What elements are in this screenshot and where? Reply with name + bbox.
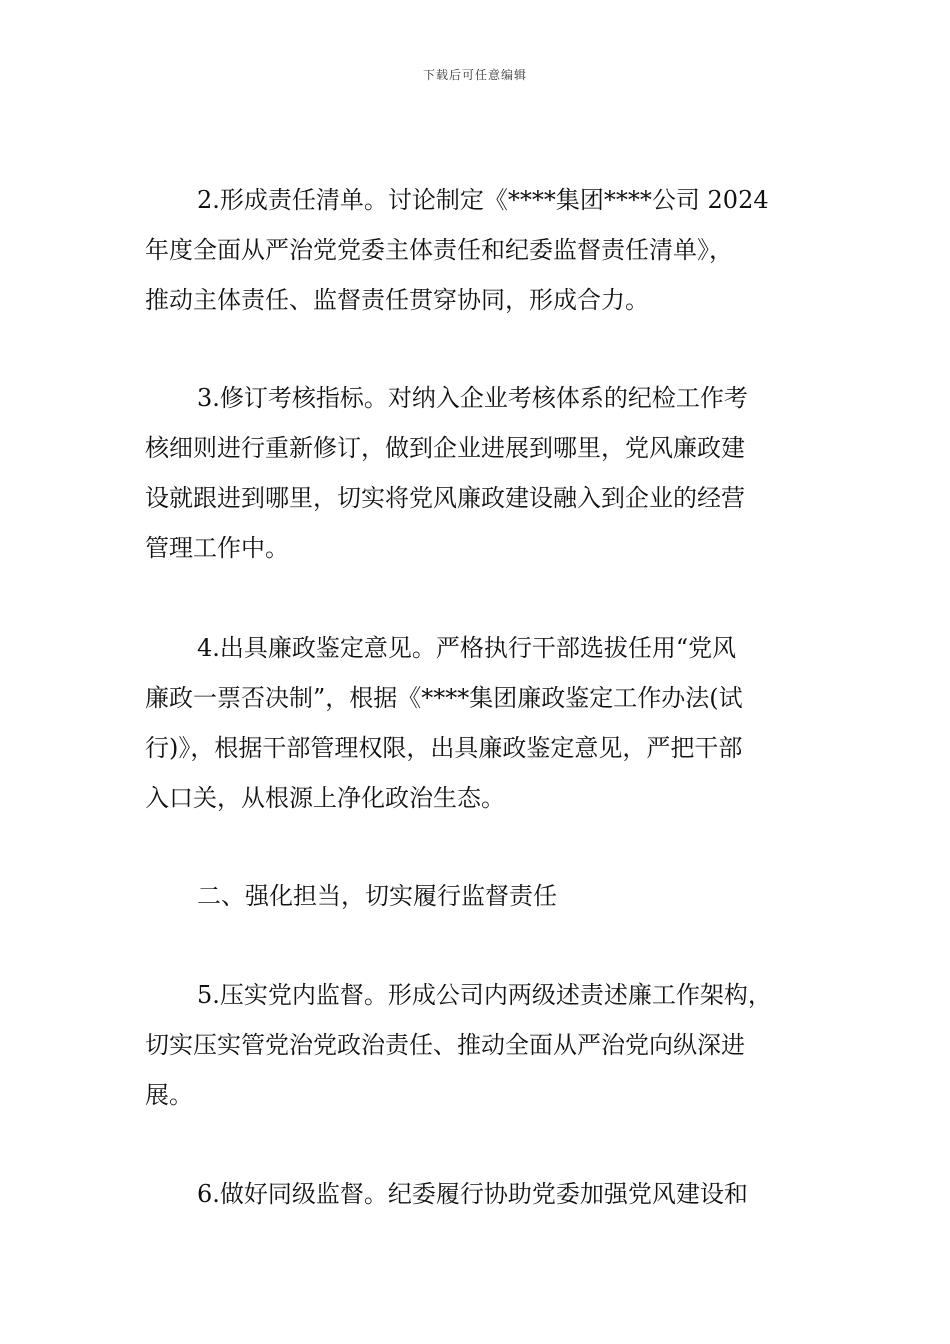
paragraph-line: 设就跟进到哪里，切实将党风廉政建设融入到企业的经营 [145, 484, 745, 512]
paragraph-5 [145, 970, 807, 1120]
paragraph-6 [145, 1169, 807, 1219]
paragraph-line: 2.形成责任清单。讨论制定《****集团****公司 2024 [197, 186, 769, 214]
paragraph-3 [145, 623, 807, 823]
paragraph-line: 行)》，根据干部管理权限，出具廉政鉴定意见，严把干部 [145, 734, 743, 762]
section-heading [145, 871, 807, 921]
paragraph-line: 6.做好同级监督。纪委履行协助党委加强党风建设和 [197, 1180, 748, 1208]
paragraph-line: 入口关，从根源上净化政治生态。 [145, 784, 505, 812]
paragraph-line: 切实压实管党治党政治责任、推动全面从严治党向纵深进 [145, 1031, 745, 1059]
paragraph-line: 核细则进行重新修订，做到企业进展到哪里，党风廉政建 [145, 434, 745, 462]
paragraph-line: 展。 [145, 1081, 193, 1109]
header-note: 下载后可任意编辑 [422, 68, 527, 82]
paragraph-line: 5.压实党内监督。形成公司内两级述责述廉工作架构， [197, 981, 772, 1009]
paragraph-2 [145, 373, 807, 573]
paragraph-1 [145, 175, 807, 325]
paragraph-line: 年度全面从严治党党委主体责任和纪委监督责任清单》， [145, 236, 733, 264]
paragraph-line: 廉政一票否决制”，根据《****集团廉政鉴定工作办法(试 [145, 684, 743, 712]
paragraph-line: 3.修订考核指标。对纳入企业考核体系的纪检工作考 [197, 384, 748, 412]
paragraph-line: 4.出具廉政鉴定意见。严格执行干部选拔任用“党风 [197, 634, 737, 662]
paragraph-line: 推动主体责任、监督责任贯穿协同，形成合力。 [145, 286, 649, 314]
paragraph-line: 管理工作中。 [145, 534, 289, 562]
section-heading-text: 二、强化担当，切实履行监督责任 [197, 882, 557, 910]
